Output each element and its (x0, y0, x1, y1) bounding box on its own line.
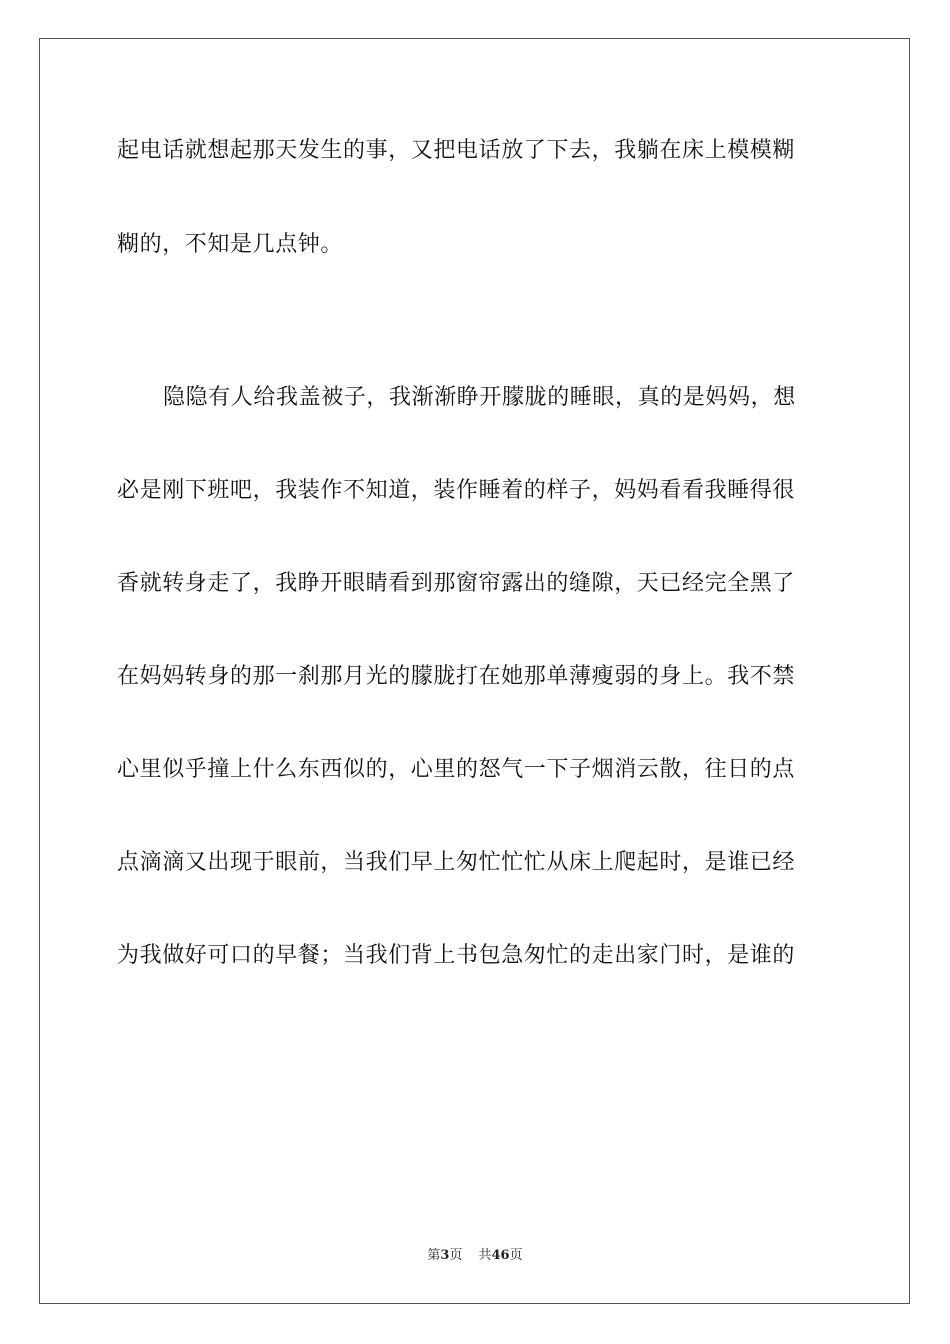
text-line: 在妈妈转身的那一刹那月光的朦胧打在她那单薄瘦弱的身上。我不禁 (117, 664, 796, 689)
page-footer (0, 1247, 950, 1265)
text-line: 起电话就想起那天发生的事，又把电话放了下去，我躺在床上模模糊 (117, 138, 796, 163)
paragraph-start-line: 隐隐有人给我盖被子，我渐渐睁开朦胧的睡眼，真的是妈妈，想 (163, 385, 796, 410)
total-label-suffix: 页 (509, 1248, 523, 1263)
text-line: 点滴滴又出现于眼前，当我们早上匆忙忙忙从床上爬起时，是谁已经 (117, 850, 796, 875)
text-line: 香就转身走了，我睁开眼睛看到那窗帘露出的缝隙，天已经完全黑了 (117, 571, 796, 596)
page-label-prefix: 第 (427, 1248, 441, 1263)
text-line: 为我做好可口的早餐；当我们背上书包急匆忙的走出家门时，是谁的 (117, 943, 796, 968)
text-line: 必是刚下班吧，我装作不知道，装作睡着的样子，妈妈看看我睡得很 (117, 478, 796, 503)
page-number: 3 (440, 1248, 450, 1263)
page-label-suffix: 页 (449, 1248, 463, 1263)
total-label-prefix: 共 (478, 1248, 492, 1263)
text-line: 糊的，不知是几点钟。 (117, 232, 344, 257)
text-line: 心里似乎撞上什么东西似的，心里的怒气一下子烟消云散，往日的点 (117, 757, 796, 782)
total-pages: 46 (491, 1248, 510, 1263)
